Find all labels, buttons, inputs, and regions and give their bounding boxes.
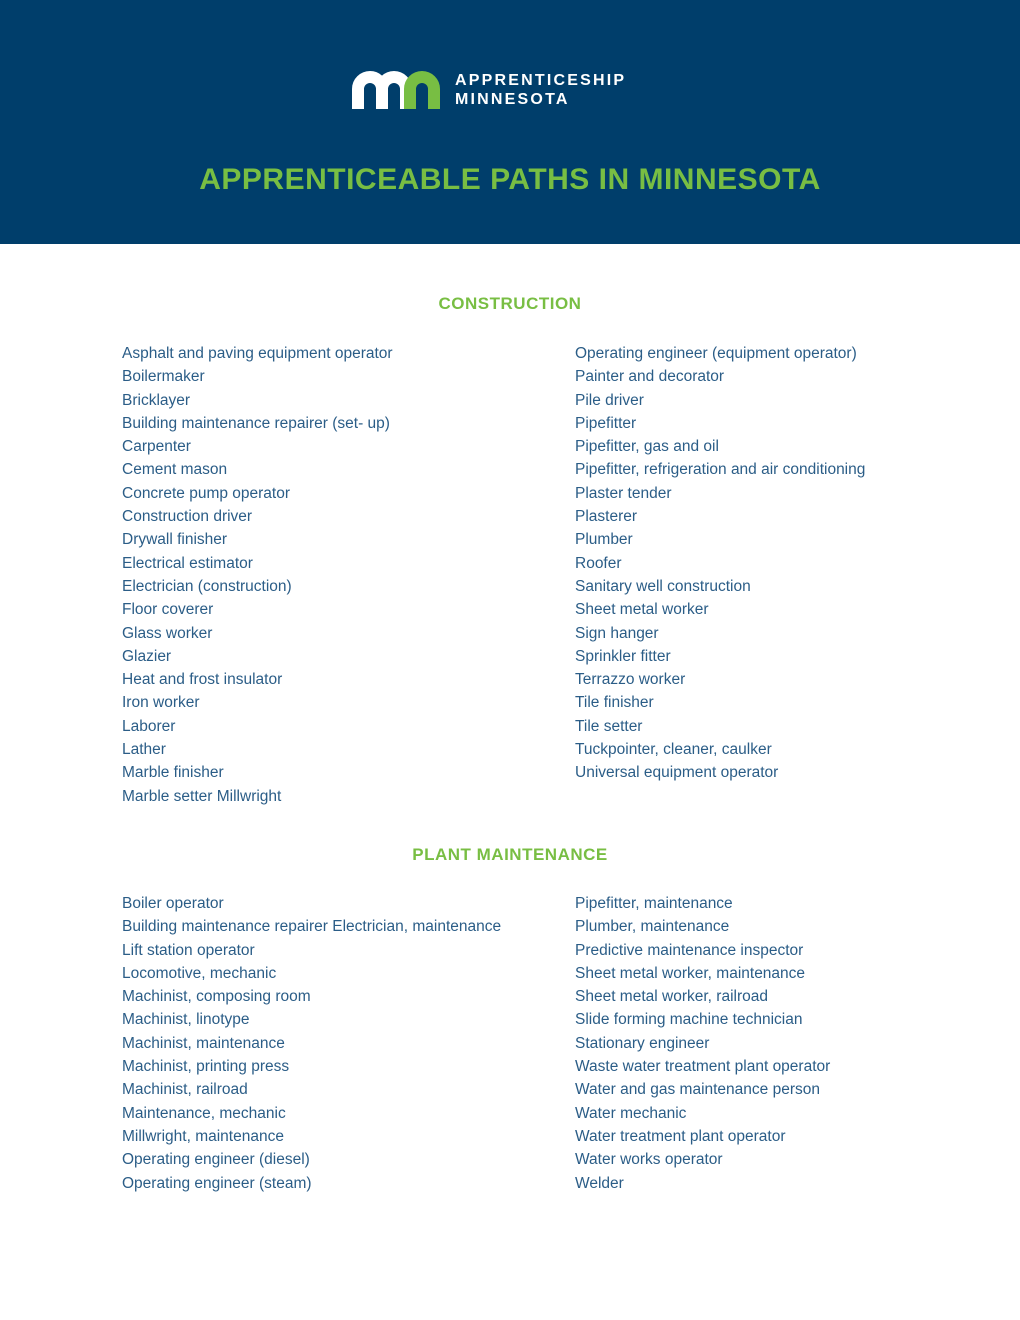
mn-logo-mark-icon: [352, 71, 440, 109]
plant-maintenance-list-right: [575, 892, 830, 1195]
list-item: Pipefitter, refrigeration and air conditioning: [575, 461, 866, 479]
list-item: Building maintenance repairer Electrician, maintenance: [122, 918, 502, 936]
list-item: Boilermaker: [122, 368, 205, 386]
list-item: Floor coverer: [122, 601, 214, 619]
list-item: Iron worker: [122, 694, 200, 712]
list-item: Bricklayer: [122, 391, 191, 409]
list-item: Plumber: [575, 531, 633, 549]
list-item: Water mechanic: [575, 1104, 687, 1122]
header-banner: [0, 0, 1020, 244]
list-item: Plumber, maintenance: [575, 918, 730, 936]
list-item: Carpenter: [122, 438, 191, 456]
list-item: Electrical estimator: [122, 554, 253, 572]
list-item: Slide forming machine technician: [575, 1011, 803, 1029]
list-item: Universal equipment operator: [575, 764, 779, 782]
list-item: Predictive maintenance inspector: [575, 941, 804, 959]
logo-line-1: APPRENTICESHIP: [455, 72, 627, 89]
list-item: Operating engineer (equipment operator): [575, 345, 857, 362]
list-item: Lift station operator: [122, 941, 255, 959]
list-item: Heat and frost insulator: [122, 671, 283, 689]
section-heading-plant-maintenance: PLANT MAINTENANCE: [412, 845, 608, 864]
list-item: Pile driver: [575, 391, 644, 409]
list-item: Machinist, linotype: [122, 1011, 250, 1029]
list-item: Concrete pump operator: [122, 484, 291, 502]
list-item: Electrician (construction): [122, 577, 292, 595]
list-item: Pipefitter, maintenance: [575, 895, 733, 912]
list-item: Lather: [122, 741, 166, 759]
construction-list-left: [122, 342, 393, 808]
list-item: Waste water treatment plant operator: [575, 1058, 831, 1076]
section-heading-construction: CONSTRUCTION: [438, 294, 582, 313]
list-item: Sign hanger: [575, 624, 659, 642]
list-item: Machinist, maintenance: [122, 1034, 285, 1052]
list-item: Machinist, composing room: [122, 988, 311, 1006]
list-item: Tile finisher: [575, 694, 654, 712]
apprenticeship-minnesota-logo: [352, 70, 626, 110]
list-item: Painter and decorator: [575, 368, 725, 386]
list-item: Glazier: [122, 647, 172, 665]
list-item: Tuckpointer, cleaner, caulker: [575, 741, 772, 759]
list-item: Marble finisher: [122, 764, 224, 782]
list-item: Sheet metal worker: [575, 601, 709, 619]
list-item: Drywall finisher: [122, 531, 228, 549]
list-item: Maintenance, mechanic: [122, 1104, 286, 1122]
list-item: Sanitary well construction: [575, 577, 751, 595]
list-item: Operating engineer (steam): [122, 1174, 312, 1192]
list-item: Water and gas maintenance person: [575, 1081, 820, 1099]
list-item: Locomotive, mechanic: [122, 964, 277, 982]
list-item: Asphalt and paving equipment operator: [122, 345, 393, 362]
list-item: Glass worker: [122, 624, 213, 642]
construction-list-right: [575, 342, 865, 785]
list-item: Construction driver: [122, 508, 253, 526]
list-item: Plaster tender: [575, 484, 672, 502]
list-item: Welder: [575, 1174, 624, 1192]
list-item: Plasterer: [575, 508, 638, 526]
list-item: Water treatment plant operator: [575, 1127, 786, 1145]
list-item: Laborer: [122, 717, 176, 735]
list-item: Boiler operator: [122, 895, 224, 912]
list-item: Sheet metal worker, railroad: [575, 988, 768, 1006]
list-item: Sheet metal worker, maintenance: [575, 964, 806, 982]
list-item: Machinist, railroad: [122, 1081, 248, 1099]
page-title: APPRENTICEABLE PATHS IN MINNESOTA: [199, 163, 821, 196]
list-item: Water works operator: [575, 1151, 723, 1169]
logo-wordmark: [455, 71, 626, 109]
list-item: Tile setter: [575, 717, 643, 735]
list-item: Terrazzo worker: [575, 671, 686, 689]
list-item: Roofer: [575, 554, 622, 572]
list-item: Cement mason: [122, 461, 228, 479]
logo-line-2: MINNESOTA: [455, 91, 570, 108]
plant-maintenance-list-left: [122, 892, 501, 1195]
list-item: Sprinkler fitter: [575, 647, 671, 665]
list-item: Pipefitter: [575, 414, 637, 432]
list-item: Machinist, printing press: [122, 1058, 290, 1076]
list-item: Operating engineer (diesel): [122, 1151, 310, 1169]
list-item: Stationary engineer: [575, 1034, 710, 1052]
list-item: Marble setter Millwright: [122, 787, 282, 805]
list-item: Building maintenance repairer (set- up): [122, 414, 390, 432]
list-item: Pipefitter, gas and oil: [575, 438, 719, 456]
list-item: Millwright, maintenance: [122, 1127, 284, 1145]
